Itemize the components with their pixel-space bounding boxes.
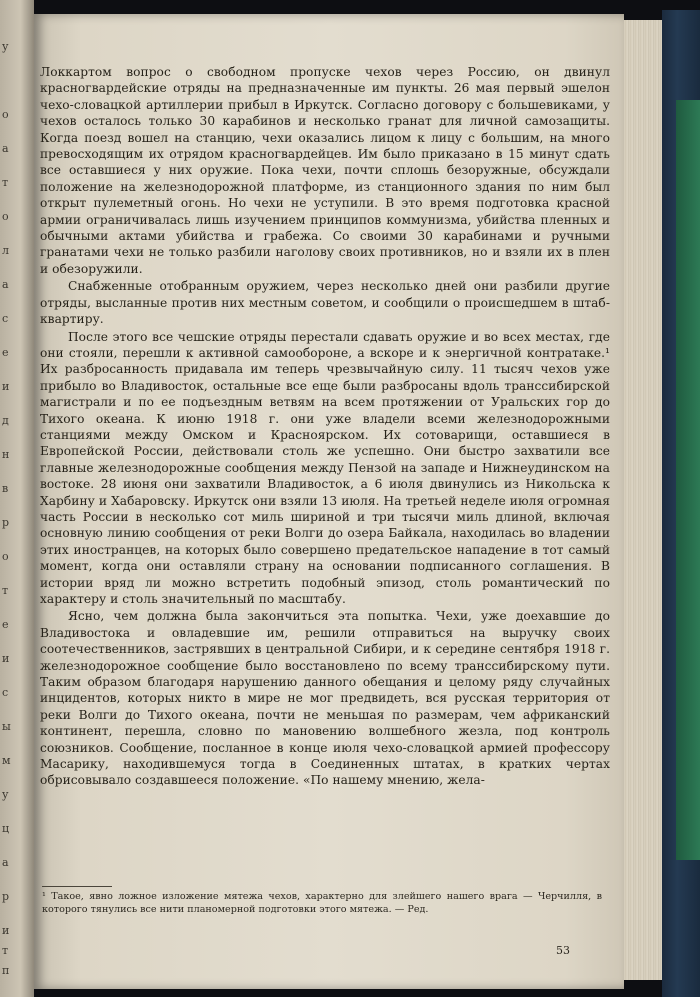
left-page-fragment: и	[2, 652, 10, 665]
book-page	[34, 14, 624, 989]
left-page-fragment: м	[2, 754, 11, 767]
left-page-fragment: т	[2, 584, 9, 597]
left-page-fragment: ы	[2, 720, 11, 733]
left-page-fragment: т	[2, 944, 9, 957]
book-cover-band	[676, 100, 700, 860]
left-page-fragment: е	[2, 618, 9, 631]
left-page-fragment: а	[2, 278, 9, 291]
left-page-fragment: ц	[2, 822, 10, 835]
left-page-fragment: н	[2, 448, 10, 461]
left-page-fragment: с	[2, 686, 9, 699]
left-page-edge	[0, 0, 34, 997]
paragraph: Локкартом вопрос о свободном пропуске чехов через Россию, он двинул красногвардейские отряды на предназначенные им пункты. 26 мая первый эшелон чехо-словацкой артиллерии прибыл в Иркутск. Согласно договору с большевиками, у чехов осталось только 30 карабинов и несколько гранат для личной самозащиты. Когда поезд вошел на станцию, чехи оказались лицом к лицу с большим, на много превосходящим их отрядом красногвардейцев. Им было приказано в 15 минут сдать все оставшиеся у них оружие. Пока чехи, почти сплошь безоружные, обсуждали положение на железнодорожной платформе, из станционного здания по ним был открыт пулеметный огонь. Но чехи не уступили. В это время подготовка красной армии ограничивалась лишь изучением принципов коммунизма, убийства пленных и обычными актами убийства и грабежа. Со своими 30 карабинами и ручными гранатами чехи не только разбили наголову своих противников, но и взяли их в плен и обезоружили.	[40, 65, 610, 276]
left-page-fragment: а	[2, 856, 9, 869]
left-page-fragment: е	[2, 346, 9, 359]
left-page-fragment: у	[2, 788, 9, 801]
left-page-fragment: о	[2, 210, 9, 223]
left-page-fragment: а	[2, 142, 9, 155]
left-page-fragment: д	[2, 414, 9, 427]
footnote-divider	[42, 886, 112, 887]
footnote: ¹ Такое, явно ложное изложение мятежа чехов, характерно для злейшего нашего врага — Черчилля, в которого тянулись все нити планомерной подготовки этого мятежа. — Ред.	[42, 891, 602, 915]
left-page-fragment: л	[2, 244, 9, 257]
left-page-fragment: р	[2, 890, 10, 903]
left-page-fragment: п	[2, 964, 10, 977]
left-page-fragment: р	[2, 516, 10, 529]
left-page-fragment: и	[2, 380, 10, 393]
left-page-fragment: о	[2, 108, 9, 121]
left-page-fragment: с	[2, 312, 9, 325]
paragraph: Ясно, чем должна была закончиться эта попытка. Чехи, уже доехавшие до Владивостока и овладевшие им, решили отправиться на выручку своих соотечественников, застрявших в центральной Сибири, и к середине сентября 1918 г. железнодорожное сообщение было восстановлено по всему транссибирскому пути. Таким образом благодаря нарушению данного обещания и целому ряду случайных инцидентов, которых никто в мире не мог предвидеть, вся русская территория от реки Волги до Тихого океана, почти не меньшая по размерам, чем африканский континент, перешла, словно по мановению волшебного жезла, под контроль союзников. Сообщение, посланное в конце июля чехо-словацкой армией профессору Масарику, находившемуся тогда в Соединенных штатах, в кратких чертах обрисовывало создавшееся положение. «По нашему мнению, жела-	[40, 609, 610, 788]
left-page-fragment: т	[2, 176, 9, 189]
page-number: 53	[556, 944, 570, 957]
left-page-fragment: в	[2, 482, 9, 495]
left-page-fragment: и	[2, 924, 10, 937]
paragraph: После этого все чешские отряды перестали сдавать оружие и во всех местах, где они стояли, перешли к активной самообороне, а вскоре и к энергичной контратаке.¹ Их разбросанность придавала им теперь чрезвычайную силу. 11 тысяч чехов уже прибыло во Владивосток, остальные все еще были разбросаны вдоль транссибирской магистрали и по ее подъездным ветвям на всем протяжении от Уральских гор до Тихого океана. К июню 1918 г. они уже владели всеми железнодорожными станциями между Омском и Красноярском. Их сотоварищи, оставшиеся в Европейской России, действовали столь же успешно. Они быстро захватили все главные железнодорожные сообщения между Пензой на западе и Нижнеудинском на востоке. 28 июня они захватили Владивосток, а 6 июля двинулись из Никольска к Харбину и Хабаровску. Иркутск они взяли 13 июля. На третьей неделе июля огромная часть России в несколько сот миль шириной и три тысячи миль длиной, включая основную линию сообщения от реки Волги до озера Байкала, находилась во владении этих иностранцев, на которых было совершено предательское нападение в тот самый момент, когда они оставляли страну на основании подписанного соглашения. В истории вряд ли можно встретить подобный эпизод, столь романтический по характеру и столь значительный по масштабу.	[40, 329, 610, 606]
body-text	[40, 64, 610, 789]
left-page-fragment: у	[2, 40, 9, 53]
paragraph: Снабженные отобранным оружием, через несколько дней они разбили другие отряды, высланные против них местным советом, и сообщили о происшедшем в штаб-квартиру.	[40, 279, 610, 327]
left-page-fragment: о	[2, 550, 9, 563]
